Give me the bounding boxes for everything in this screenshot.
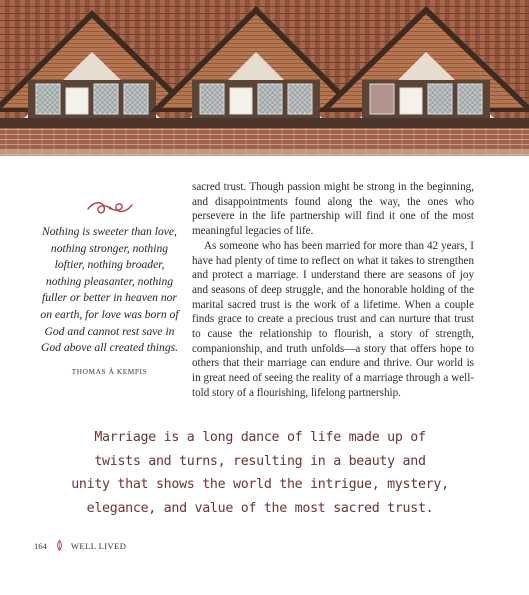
quote-attribution: THOMAS À KEMPIS — [71, 366, 148, 376]
sidebar-quote-line: Nothing is sweeter than love, — [42, 225, 177, 238]
sidebar-quote-line: on earth, for love was born of — [40, 307, 179, 321]
pull-quote-line: Marriage is a long dance of life made up of — [94, 430, 426, 445]
body-paragraph: sacred trust. Though passion might be strong in the beginning, and disappointments found along the way, the ones who persevere in the life partnership will find it one of the most meaningful legacies of life. — [192, 181, 474, 238]
header-photo — [0, 0, 529, 156]
sidebar-quote-line: loftier, nothing broader, — [54, 258, 165, 272]
running-head: WELL LIVED — [70, 540, 127, 551]
sidebar-quote-block — [22, 196, 197, 376]
flourish-ornament-icon — [86, 196, 134, 218]
page-footer — [34, 540, 126, 551]
sidebar-quote-line: God above all created things. — [40, 341, 179, 355]
pull-quote-line: unity that shows the world the intrigue, mystery, — [71, 477, 449, 492]
page-number: 164 — [34, 540, 47, 551]
sidebar-quote-line: nothing stronger, nothing — [50, 241, 169, 255]
leaf-ornament-icon — [56, 540, 63, 551]
body-paragraph: As someone who has been married for more than 42 years, I have had plenty of time to reflect on what it takes to strengthen and protect a marriage. I understand there are seasons of joy and seasons of deep struggle, and the honorable holding of the marital sacred trust is the work of a lifetime. When a couple finds grace to create a precious trust and can nurture that trust to cause the relationship to flourish, a story of strength, companionship, and truth unfolds—a story that offers hope to others that their marriage can endure and thrive. Our world is in great need of seeing the reality of a marriage through a well-told story of a flourishing, lifelong partnership. — [192, 239, 474, 399]
sidebar-quote-text — [22, 224, 197, 357]
body-text-column — [192, 180, 474, 401]
pull-quote-line: twists and turns, resulting in a beauty and — [94, 453, 426, 469]
sidebar-quote-line: nothing pleasanter, nothing — [45, 274, 174, 288]
sidebar-quote-line: God and cannot rest save in — [44, 324, 175, 338]
pull-quote — [60, 426, 460, 520]
pull-quote-line: elegance, and value of the most sacred trust. — [86, 500, 434, 516]
sidebar-quote-line: fuller or better in heaven nor — [42, 291, 177, 305]
